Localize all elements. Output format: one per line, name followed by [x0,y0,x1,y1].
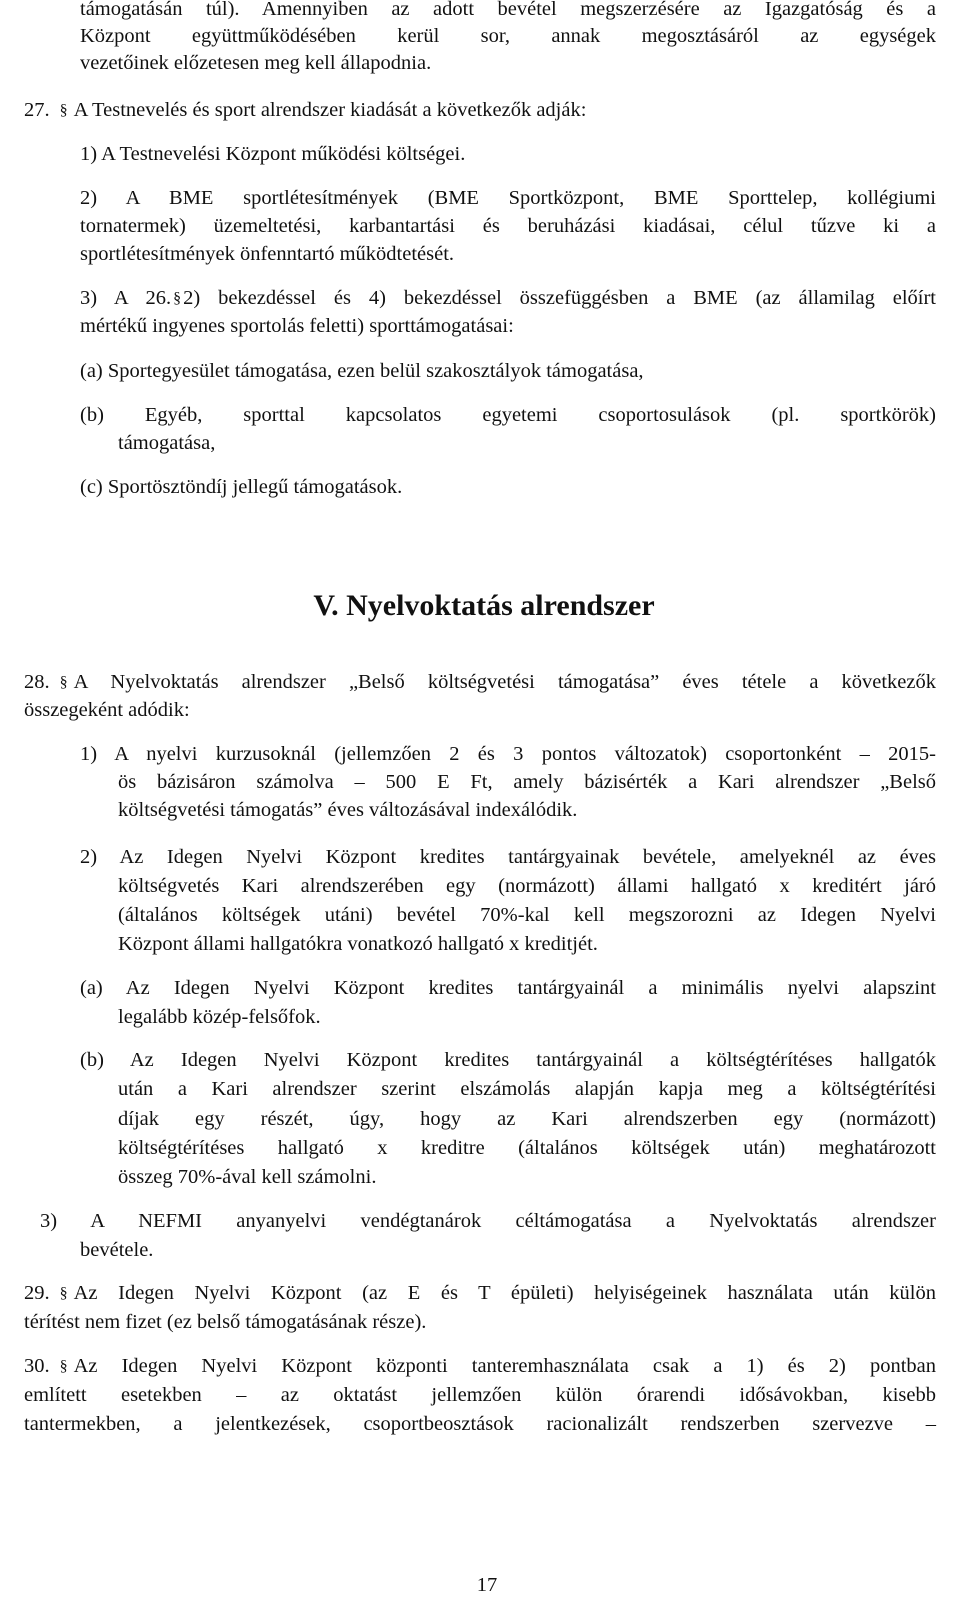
s27-item-3-line-2: mértékű ingyenes sportolás feletti) sporttámogatásai: [80,315,514,337]
section-28-number: 28. [24,671,50,693]
s28-item-2-line-2: költségvetés Kari alrendszerében egy (normázott) állami hallgató x kreditért járó [118,875,936,897]
s27-sub-b-line-2: támogatása, [118,432,216,454]
section-30-text: Az Idegen Nyelvi Központ központi tanteremhasználata csak a 1) és 2) pontban [73,1355,936,1377]
section-symbol: § [59,674,68,691]
s27-item-3-text: 2) bekezdéssel és 4) bekezdéssel összefüggésben a BME (az államilag előírt [183,287,936,309]
section-29-line-1 [24,1280,936,1307]
s28-sub-b-line-4: költségtérítéses hallgató x kreditre (általános költségek után) meghatározott [118,1137,936,1159]
s28-sub-a-line-1: (a) Az Idegen Nyelvi Központ kredites tantárgyainál a minimális nyelvi alapszint [80,977,936,999]
s27-item-3-ref: 3) A 26. [80,287,172,309]
s28-item-1-line-3: költségvetési támogatás” éves változásával indexálódik. [118,799,578,821]
s28-sub-b-line-2: után a Kari alrendszer szerint elszámolás alapján kapja meg a költségtérítési [118,1078,936,1100]
section-27-text: A Testnevelés és sport alrendszer kiadását a következők adják: [73,99,587,121]
section-30-line-2: említett esetekben – az oktatást jellemzően külön órarendi idősávokban, kisebb [24,1384,936,1406]
s28-item-2-line-3: (általános költségek utáni) bevétel 70%-kal kell megszorozni az Idegen Nyelvi [118,904,936,926]
s28-sub-a-line-2: legalább közép-felsőfok. [118,1006,321,1028]
s27-sub-c: (c) Sportösztöndíj jellegű támogatások. [80,476,403,498]
s27-item-3-line-1 [80,285,936,312]
intro-line-2: Központ együttműködésében kerül sor, annak megosztásáról az egységek [80,25,936,47]
s27-item-2-line-1: 2) A BME sportlétesítmények (BME Sportközpont, BME Sporttelep, kollégiumi [80,187,936,209]
section-28-line-2: összegeként adódik: [24,699,190,721]
section-symbol: § [59,1285,68,1302]
section-29-line-2: térítést nem fizet (ez belső támogatásának része). [24,1311,427,1333]
s28-item-1-line-1: 1) A nyelvi kurzusoknál (jellemzően 2 és 3 pontos változatok) csoportonként – 2015- [80,743,936,765]
s28-sub-b-line-1: (b) Az Idegen Nyelvi Központ kredites tantárgyainál a költségtérítéses hallgatók [80,1049,936,1071]
s27-item-2-line-2: tornatermek) üzemeltetési, karbantartási és beruházási kiadásai, célul tűzve ki a [80,215,936,237]
s27-sub-a: (a) Sportegyesület támogatása, ezen belül szakosztályok támogatása, [80,360,644,382]
section-symbol: § [173,290,182,307]
section-symbol: § [59,102,68,119]
section-28-line-1 [24,669,936,696]
section-27-number: 27. [24,99,50,121]
section-29-text: Az Idegen Nyelvi Központ (az E és T épületi) helyiségeinek használata után külön [73,1282,936,1304]
s28-item-3-line-1: 3) A NEFMI anyanyelvi vendégtanárok céltámogatása a Nyelvoktatás alrendszer [40,1210,936,1232]
section-29-number: 29. [24,1282,50,1304]
section-28-text: A Nyelvoktatás alrendszer „Belső költségvetési támogatása” éves tétele a következők [73,671,936,693]
s28-item-2-line-1: 2) Az Idegen Nyelvi Központ kredites tantárgyainak bevétele, amelyeknél az éves [80,846,936,868]
section-symbol: § [59,1358,68,1375]
intro-line-3: vezetőinek előzetesen meg kell állapodnia. [80,52,432,74]
section-30-number: 30. [24,1355,50,1377]
section-30-line-1 [24,1353,936,1380]
s27-item-2-line-3: sportlétesítmények önfenntartó működtetését. [80,243,455,265]
s28-item-1-line-2: ös bázisáron számolva – 500 E Ft, amely bázisérték a Kari alrendszer „Belső [118,771,936,793]
s28-sub-b-line-3: díjak egy részét, úgy, hogy az Kari alrendszerben egy (normázott) [118,1108,936,1130]
section-30-line-3: tantermekben, a jelentkezések, csoportbeosztások racionalizált rendszerben szervezve – [24,1413,936,1435]
intro-line-1: támogatásán túl). Amennyiben az adott bevétel megszerzésére az Igazgatóság és a [80,0,936,20]
page-number: 17 [476,1574,498,1596]
s27-item-1: 1) A Testnevelési Központ működési költségei. [80,143,466,165]
chapter-heading: V. Nyelvoktatás alrendszer [313,589,655,622]
s28-item-3-line-2: bevétele. [80,1239,154,1261]
s28-item-2-line-4: Központ állami hallgatókra vonatkozó hallgató x kreditjét. [118,933,598,955]
section-27-heading [24,97,936,124]
s27-sub-b-line-1: (b) Egyéb, sporttal kapcsolatos egyetemi csoportosulások (pl. sportkörök) [80,404,936,426]
s28-sub-b-line-5: összeg 70%-ával kell számolni. [118,1166,377,1188]
